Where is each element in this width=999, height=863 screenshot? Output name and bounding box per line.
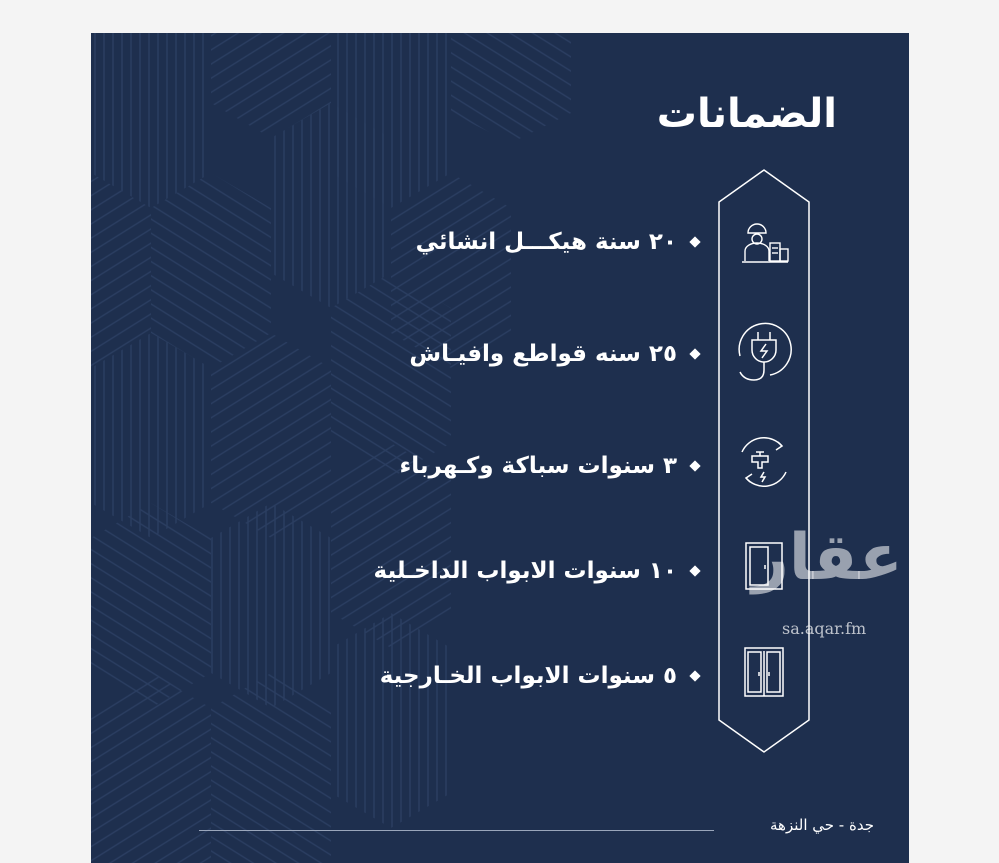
guarantees-poster [91,33,909,863]
list-item [299,446,699,486]
guarantee-text: ٢٥ سنه قواطع وافيـاش [409,341,677,367]
list-item [299,656,699,696]
guarantees-list [299,33,699,863]
exterior-double-door-icon [745,648,783,696]
watermark-url: sa.aqar.fm [782,619,867,638]
bullet-icon [689,460,700,471]
footer-location: جدة - حي النزهة [770,816,874,834]
bullet-icon [689,236,700,247]
guarantee-text: ٢٠ سنة هيكـــل انشائي [415,229,677,255]
list-item [299,551,699,591]
list-item [299,222,699,262]
guarantee-text: ٣ سنوات سباكة وكـهرباء [399,453,677,479]
guarantee-text: ٥ سنوات الابواب الخـارجية [379,663,677,689]
page-title: الضمانات [656,91,837,137]
bullet-icon [689,565,700,576]
electric-plug-icon [739,323,791,380]
construction-worker-icon [742,224,788,262]
icon-column [718,169,810,753]
footer-divider [199,830,714,831]
bullet-icon [689,348,700,359]
list-item [299,334,699,374]
watermark-brand: عقار [752,521,903,595]
bullet-icon [689,670,700,681]
faucet-electricity-icon [742,438,786,486]
guarantee-text: ١٠ سنوات الابواب الداخـلية [373,558,677,584]
interior-door-icon [746,543,782,589]
